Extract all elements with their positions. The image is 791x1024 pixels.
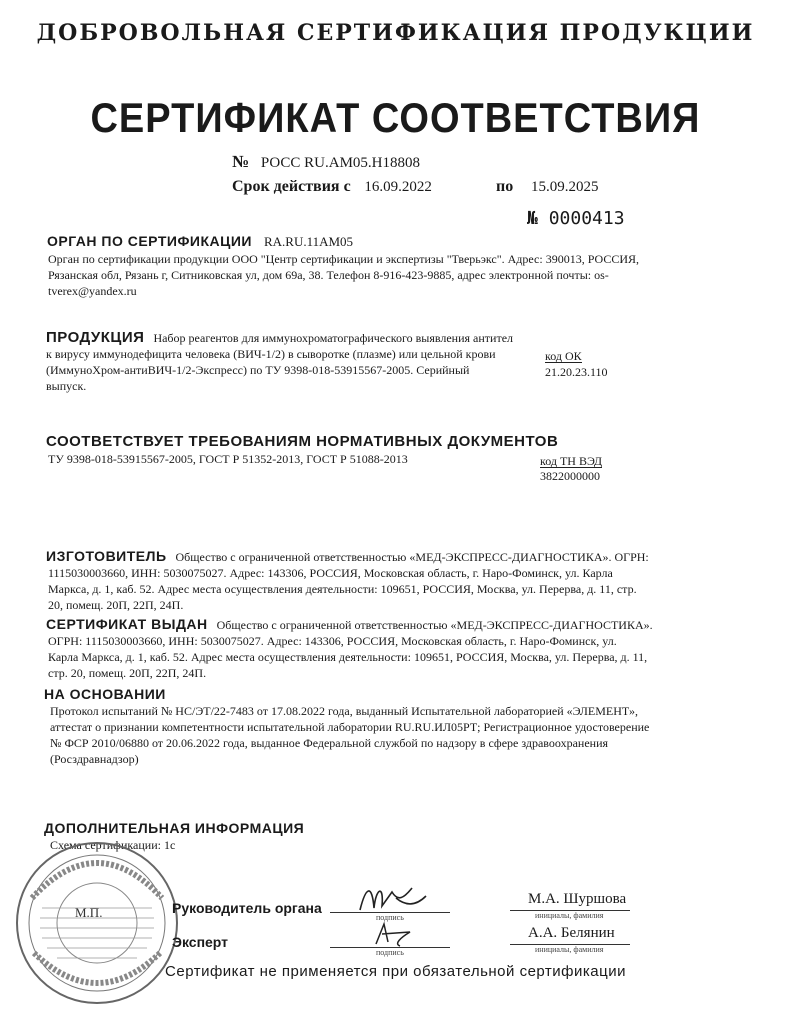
- cert-body-heading-row: [47, 233, 353, 251]
- tnved-code-box: [540, 455, 602, 482]
- issued-to-block: [46, 616, 756, 681]
- expert-signature-icon: [370, 918, 420, 950]
- expert-sign-caption: подпись: [376, 948, 404, 957]
- document-header: ДОБРОВОЛЬНАЯ СЕРТИФИКАЦИЯ ПРОДУКЦИИ: [36, 20, 755, 46]
- seal-stamp-icon: [12, 838, 182, 1008]
- text-line: аттестат о признании компетентности испытательной лаборатории RU.RU.ИЛ05РТ; Регистрационное удостоверение: [50, 720, 650, 734]
- footer-note: Сертификат не применяется при обязательной сертификации: [165, 963, 626, 980]
- cert-body-code: RA.RU.11АМ05: [263, 234, 354, 249]
- manufacturer-block: [46, 548, 746, 613]
- text-line: (Росздравнадзор): [50, 752, 139, 766]
- tnved-value: 3822000000: [540, 469, 600, 483]
- additional-heading: ДОПОЛНИТЕЛЬНАЯ ИНФОРМАЦИЯ: [44, 820, 305, 836]
- text-line: Протокол испытаний № НС/ЭТ/22-7483 от 17.08.2022 года, выданный Испытательной лабораторией «ЭЛЕМЕНТ»,: [50, 704, 638, 718]
- conformity-heading: СООТВЕТСТВУЕТ ТРЕБОВАНИЯМ НОРМАТИВНЫХ ДОКУМЕНТОВ: [46, 433, 559, 450]
- cert-number-row: [232, 152, 420, 172]
- mp-label: М.П.: [75, 905, 103, 920]
- text-line: Общество с ограниченной ответственностью «МЕД-ЭКСПРЕСС-ДИАГНОСТИКА». ОГРН:: [175, 550, 649, 564]
- head-label: Руководитель органа: [172, 900, 322, 916]
- validity-to-row: [496, 178, 598, 196]
- expert-name: А.А. Белянин: [528, 925, 615, 941]
- okp-value: 21.20.23.110: [545, 365, 608, 379]
- cert-body-heading: ОРГАН ПО СЕРТИФИКАЦИИ: [47, 233, 252, 249]
- text-line: к вирусу иммунодефицита человека (ВИЧ-1/2) в сыворотке (плазме) или цельной крови: [46, 347, 496, 361]
- basis-text: [50, 703, 760, 767]
- head-sign-caption: подпись: [376, 913, 404, 922]
- text-line: (ИммуноХром-антиВИЧ-1/2-Экспресс) по ТУ 9398-018-53915567-2005. Серийный: [46, 363, 470, 377]
- product-heading: ПРОДУКЦИЯ: [46, 329, 145, 346]
- head-signature-icon: [352, 878, 432, 918]
- expert-label: Эксперт: [172, 934, 229, 950]
- validity-to: 15.09.2025: [530, 179, 599, 195]
- serial-label: №: [527, 208, 538, 229]
- number-label: №: [232, 152, 250, 171]
- serial-row: [527, 208, 625, 229]
- cert-body-text: [48, 251, 738, 299]
- manufacturer-heading: ИЗГОТОВИТЕЛЬ: [46, 548, 167, 564]
- basis-heading: НА ОСНОВАНИИ: [44, 686, 166, 702]
- validity-row: [232, 178, 432, 196]
- product-block: [46, 330, 526, 394]
- expert-name-caption: инициалы, фамилия: [535, 945, 604, 954]
- text-line: Карла Маркса, д. 1, каб. 52. Адрес места осуществления деятельности: 109651, РОССИЯ, Москва, ул. Перерва, д. 11,: [48, 650, 648, 664]
- issued-to-heading: СЕРТИФИКАТ ВЫДАН: [46, 616, 208, 632]
- conformity-text: ТУ 9398-018-53915567-2005, ГОСТ Р 51352-2013, ГОСТ Р 51088-2013: [48, 452, 408, 466]
- text-line: Маркса, д. 1, каб. 52. Адрес места осуществления деятельности: 109651, РОССИЯ, Москва, ул. Перерва, д. 11, стр.: [48, 582, 637, 596]
- validity-label: Срок действия с: [232, 178, 351, 195]
- text-line: выпуск.: [46, 379, 87, 393]
- cert-number: РОСС RU.АМ05.Н18808: [260, 155, 420, 171]
- text-line: 1115030003660, ИНН: 5030075027. Адрес: 143306, РОССИЯ, Московская область, г. Наро-Фоминск, ул. Карла: [48, 566, 613, 580]
- validity-to-label: по: [496, 178, 514, 195]
- scheme-text: Схема сертификации: 1с: [50, 838, 176, 852]
- text-line: № ФСР 2010/06880 от 20.06.2022 года, выданное Федеральной службой по надзору в сфере здравоохранения: [50, 736, 609, 750]
- head-name-caption: инициалы, фамилия: [535, 911, 604, 920]
- text-line: tverex@yandex.ru: [48, 284, 137, 298]
- text-line: Общество с ограниченной ответственностью «МЕД-ЭКСПРЕСС-ДИАГНОСТИКА».: [216, 618, 653, 632]
- document-title: СЕРТИФИКАТ СООТВЕТСТВИЯ: [90, 95, 701, 143]
- text-line: 20, помещ. 20П, 22П, 24П.: [48, 598, 184, 612]
- head-name: М.А. Шуршова: [528, 891, 627, 907]
- text-line: Орган по сертификации продукции ООО "Центр сертификации и экспертизы "Тверьэкс". Адрес: 390013, РОССИЯ,: [48, 252, 640, 266]
- text-line: стр. 20, помещ. 20П, 22П, 24П.: [48, 666, 207, 680]
- okp-label: код ОК: [545, 349, 582, 363]
- text-line: Набор реагентов для иммунохроматографического выявления антител: [153, 331, 514, 345]
- validity-from: 16.09.2022: [364, 179, 432, 195]
- okp-code-box: [545, 350, 608, 378]
- tnved-label: код ТН ВЭД: [540, 454, 603, 468]
- serial-number: 0000413: [548, 208, 625, 229]
- text-line: Рязанская обл, Рязань г, Ситниковская ул, дом 69а, 38. Телефон 8-916-423-9885, адрес электронной почты: os-: [48, 268, 609, 282]
- text-line: ОГРН: 1115030003660, ИНН: 5030075027. Адрес: 143306, РОССИЯ, Московская область, г. Наро-Фоминск, ул.: [48, 634, 617, 648]
